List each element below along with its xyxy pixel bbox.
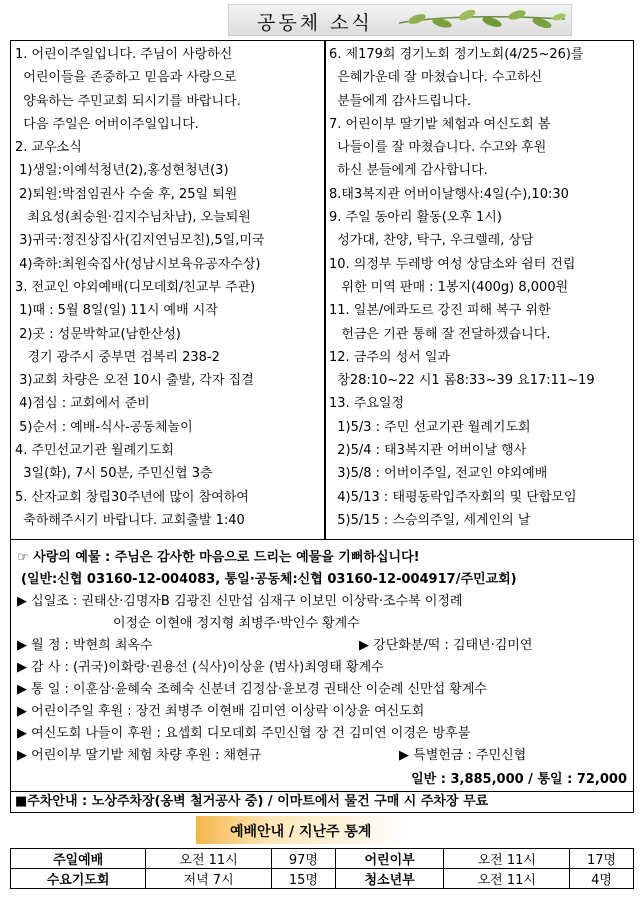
news-line: 5)5/15 : 스승의주일, 세계인의 날 (329, 512, 531, 528)
table-cell: 97명 (271, 849, 335, 869)
news-line: 나들이를 잘 마쳤습니다. 수고와 후원 (329, 140, 547, 156)
news-line: 분들에게 감사드립니다. (329, 93, 472, 109)
table-cell: 오전 11시 (146, 849, 272, 869)
parking-notice: ■주차안내 : 노상주차장(옹벽 철거공사 중) / 이마트에서 물건 구매 시 주차장 무료 (10, 791, 634, 813)
table-row (11, 849, 634, 869)
left-column (15, 43, 321, 532)
news-line: 3)교회 차량은 오전 10시 출발, 각자 집결 (15, 373, 254, 389)
news-line: 3. 전교인 야외예배(디모데회/친교부 주관) (15, 279, 256, 295)
title-banner (228, 4, 572, 36)
table-cell: 오전 11시 (444, 849, 570, 869)
news-line: 12. 금주의 성서 일과 (329, 349, 450, 365)
table-cell: 어린이부 (335, 849, 444, 869)
news-line: 축하해주시기 바랍니다. 교회출발 1:40 (15, 512, 245, 528)
news-line: 3)5/8 : 어버이주일, 전교인 야외예배 (329, 466, 548, 482)
news-line: 다음 주일은 어버이주일입니다. (15, 116, 199, 132)
table-cell: 저녁 7시 (146, 869, 272, 889)
table-cell: 청소년부 (335, 869, 444, 889)
offering-totals: 일반 : 3,885,000 / 통일 : 72,000 (411, 772, 627, 787)
table-cell: 주일예배 (11, 849, 146, 869)
service-banner (196, 816, 408, 844)
news-section (10, 40, 634, 540)
table-cell: 오전 11시 (444, 869, 570, 889)
news-line: 1. 어린이주일입니다. 주님이 사랑하신 (15, 47, 233, 62)
offering-section (10, 540, 634, 792)
news-line: 3일(화), 7시 50분, 주민신협 3층 (15, 466, 213, 482)
tithe-line-cont: 이정순 이현애 정지형 최병주·박인수 황계수 (113, 616, 360, 631)
news-line: 2)퇴원:박점임권사 수술 후, 25일 퇴원 (15, 186, 238, 202)
right-column (329, 43, 631, 532)
table-row (11, 869, 634, 889)
news-line: 어린이들을 존중하고 믿음과 사랑으로 (15, 70, 237, 86)
childrens-day-support: ▶ 어린이주일 후원 : 장건 최병주 이현배 김미연 이상락 이상윤 여신도회 (17, 704, 425, 719)
news-line: 5. 산자교회 창립30주년에 많이 참여하여 (15, 489, 249, 505)
news-line: 헌금은 기관 통해 잘 전달하겠습니다. (329, 326, 551, 342)
news-line: 양육하는 주민교회 되시기를 바랍니다. (15, 93, 241, 109)
altar-flower: ▶ 강단화분/떡 : 김태년·김미연 (359, 638, 533, 653)
news-line: 2)곳 : 성문박학교(남한산성) (15, 326, 181, 342)
womens-outing-support: ▶ 여신도회 나들이 후원 : 요셉회 디모데회 주민신협 장 건 김미연 이경은 방후불 (17, 726, 471, 741)
table-cell: 17명 (570, 849, 634, 869)
leaf-branch-icon (397, 9, 567, 31)
news-line: 6. 제179회 경기노회 정기노회(4/25~26)를 (329, 47, 584, 62)
table-cell: 15명 (271, 869, 335, 889)
table-cell: 4명 (570, 869, 634, 889)
news-line: 9. 주일 동아리 활동(오후 1시) (329, 210, 502, 226)
news-line: 은혜가운데 잘 마쳤습니다. 수고하신 (329, 70, 543, 86)
news-line: 1)때 : 5월 8일(일) 11시 예배 시작 (15, 303, 218, 319)
service-banner-title: 예배안내 / 지난주 통계 (230, 824, 372, 840)
offering-account: (일반:신협 03160-12-004083, 통일·공동체:신협 03160-12-004917/주민교회) (21, 572, 517, 587)
weekly-offering: ▶ 월 정 : 박현희 최옥수 (17, 638, 153, 653)
news-line: 창28:10~22 시1 롬8:33~39 요17:11~19 (329, 373, 595, 389)
news-line: 11. 일본/에콰도르 강진 피해 복구 위한 (329, 303, 551, 319)
page-title: 공동체 소식 (257, 12, 373, 34)
news-line: 1)5/3 : 주민 선교기관 월례기도회 (329, 419, 531, 435)
news-line: 위한 미역 판매 : 1봉지(400g) 8,000원 (329, 279, 569, 295)
news-line: 성가대, 찬양, 탁구, 우크렐레, 상담 (329, 233, 534, 249)
news-line: 5)순서 : 예배-식사-공동체놀이 (15, 419, 193, 435)
special-offering: ▶ 특별헌금 : 주민신협 (399, 748, 527, 763)
news-line: 하신 분들에게 감사합니다. (329, 163, 488, 179)
news-line: 7. 어린이부 딸기밭 체험과 여신도회 봄 (329, 116, 551, 132)
news-line: 4)축하:최원숙집사(성남시보육유공자수상) (15, 256, 261, 272)
news-line: 3)귀국:정진상집사(김지연님모친),5일,미국 (15, 233, 265, 249)
offering-heading: ☞ 사랑의 예물 : 주님은 감사한 마음으로 드리는 예물을 기뻐하십니다! (17, 550, 420, 565)
news-line: 1)생일:이예석청년(2),홍성현청년(3) (15, 163, 229, 179)
thanks-offering: ▶ 감 사 : (귀국)이화랑·권용선 (식사)이상윤 (범사)최영태 황계수 (17, 660, 384, 675)
news-line: 4)점심 : 교회에서 준비 (15, 396, 150, 412)
strawberry-support: ▶ 어린이부 딸기밭 체험 차량 후원 : 채현규 (17, 748, 262, 763)
unity-offering: ▶ 통 일 : 이훈삼·윤혜숙 조혜숙 신분녀 김정삼·윤보경 권태산 이순례 신만섭 황계수 (17, 682, 487, 697)
news-line: 경기 광주시 중부면 검복리 238-2 (15, 349, 220, 365)
news-line: 4. 주민선교기관 월례기도회 (15, 443, 174, 459)
news-line: 최요성(최숭원·김지수님차남), 오늘퇴원 (15, 210, 251, 226)
news-line: 2. 교우소식 (15, 140, 82, 156)
news-line: 4)5/13 : 태평동락입주자회의 및 단합모임 (329, 489, 577, 505)
table-cell: 수요기도회 (11, 869, 146, 889)
news-line: 13. 주요일정 (329, 396, 405, 412)
tithe-line: ▶ 십일조 : 권태산·김명자B 김광진 신만섭 심재구 이보민 이상락·조수복 이정례 (17, 594, 463, 609)
news-line: 2)5/4 : 태3복지관 어버이날 행사 (329, 443, 527, 459)
column-divider (324, 41, 326, 539)
news-line: 10. 의정부 두레방 여성 상담소와 쉼터 건립 (329, 256, 576, 272)
service-table (10, 848, 634, 889)
news-line: 8.태3복지관 어버이날행사:4일(수),10:30 (329, 186, 569, 202)
